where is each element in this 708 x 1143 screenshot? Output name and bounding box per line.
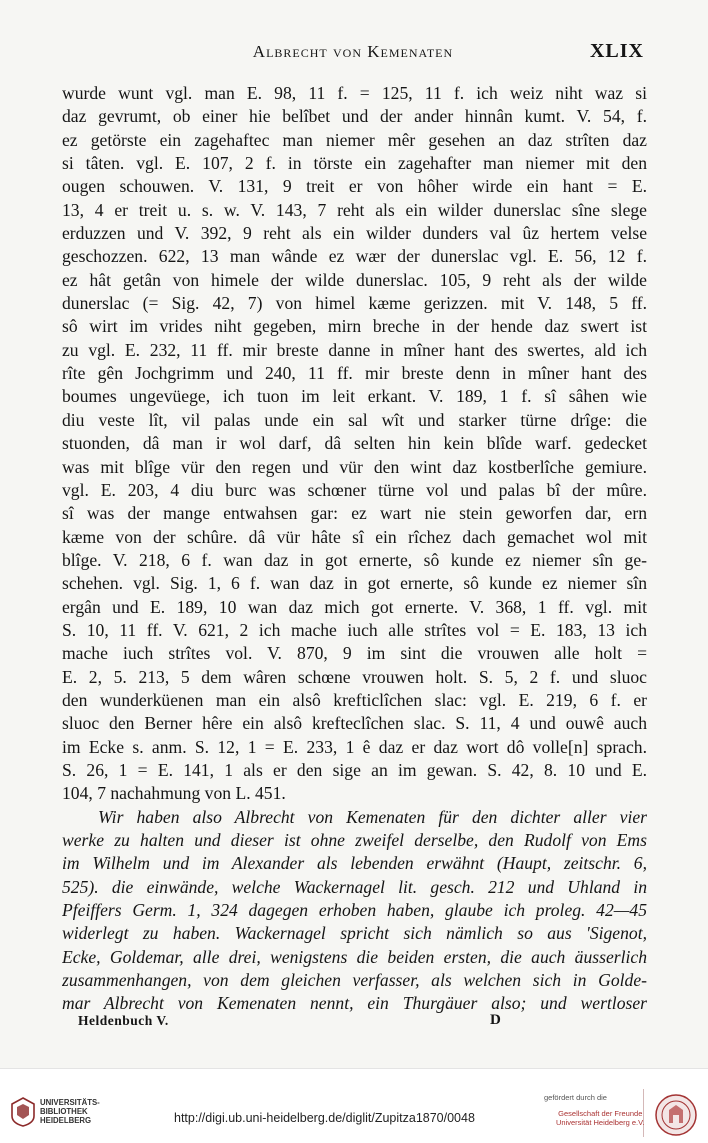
text-line: im Ecke s. anm. S. 12, 1 = E. 233, 1 ê daz er daz wort dô volle[n] sprach. <box>62 736 647 757</box>
text-line: Ecke, Goldemar, alle drei, wenigstens die beiden ersten, die auch äusserlich <box>62 946 647 967</box>
text-line: 13, 4 er treit u. s. w. V. 143, 7 reht als ein wilder dunerslac sîne slege <box>62 199 647 220</box>
text-line: sô wirt im vrides niht gegeben, mirn breche in der hende daz swert ist <box>62 316 647 337</box>
text-line: schehen. vgl. Sig. 1, 6 f. wan daz in got ernerte, sô kunde ez niemer sîn <box>62 573 647 594</box>
page-header <box>62 40 644 64</box>
text-line: ez hât getân von himele der wilde dunerslac. 105, 9 reht als der wilde <box>62 269 647 290</box>
text-line: sî was der mange entwahsen gar: ez wart nie stein geworfen dar, ern <box>62 503 647 524</box>
text-line: Pfeiffers Germ. 1, 324 dagegen erhoben haben, glaube ich proleg. 42—45 <box>62 900 647 921</box>
printer-signature: Heldenbuch V. <box>78 1013 169 1028</box>
text-line: zusammenhangen, von dem gleichen verfasser, als welchen sich in Golde- <box>62 970 647 991</box>
text-line: diu veste lît, vil palas unde ein sal wît und starker türne drîge: die <box>62 409 647 430</box>
text-line: im Wilhelm und im Alexander als lebenden erwähnt (Haupt, zeitschr. 6, <box>62 853 647 874</box>
sponsor-name-line: Universität Heidelberg e.V. <box>556 1118 645 1127</box>
text-line: dunerslac (= Sig. 42, 7) von himel kæme gerizzen. mit V. 148, 5 ff. <box>62 293 647 314</box>
sponsor-name <box>556 1109 645 1127</box>
page-number: XLIX <box>589 40 644 62</box>
text-line: S. 10, 11 ff. V. 621, 2 ich mache iuch alle strîtes vol = E. 183, 13 ich <box>62 619 647 640</box>
text-line: was mit blîge vür den regen und vür den wint daz kostberlîche gemiure. <box>62 456 647 477</box>
text-line: widerlegt zu haben. Wackernagel spricht sich nämlich so aus 'Sigenot, <box>62 923 647 944</box>
library-name-line: HEIDELBERG <box>40 1116 92 1125</box>
sponsor-name-line: Gesellschaft der Freunde <box>558 1109 643 1118</box>
sponsor-note: gefördert durch die <box>544 1093 607 1102</box>
text-line: geschozzen. 622, 13 man wânde ez wær der dunerslac vgl. E. 56, 12 f. <box>62 246 647 267</box>
signature-mark: D <box>490 1012 501 1028</box>
text-line: daz gevrumt, ob einer hie belîbet und der ander hinnân kumt. V. 54, f. <box>62 106 647 127</box>
university-seal-icon <box>654 1093 698 1137</box>
permalink-url[interactable]: http://digi.ub.uni-heidelberg.de/diglit/Zupitza1870/0048 <box>174 1111 475 1125</box>
text-line: boumes ungevüege, ich tuon im leit erkant. V. 189, 1 f. sî sâhen wie <box>62 386 647 407</box>
text-line: ez getörste ein zagehaftec man niemer mêr gesehen an daz strîten daz <box>62 129 647 150</box>
text-line: blîge. V. 218, 6 f. wan daz in got ernerte, sô kunde ez niemer sîn ge- <box>62 549 647 570</box>
library-name-line: UNIVERSITÄTS- <box>40 1098 100 1107</box>
text-line: erduzzen und V. 392, 9 reht als ein wilder dunders val ûz hertem velse <box>62 223 647 244</box>
body-text <box>62 82 647 1016</box>
text-line: ougen schouwen. V. 131, 9 treit er von hôher wirde ein hant = E. <box>62 176 647 197</box>
library-name-line: BIBLIOTHEK <box>40 1107 88 1116</box>
text-line: stuonden, dâ man ir wol darf, dâ selten hin kein blîde warf. gedecket <box>62 433 647 454</box>
text-line: zu vgl. E. 232, 11 ff. mir breste danne in mîner hant des swertes, ald ich <box>62 339 647 360</box>
text-line: ergân und E. 189, 10 wan daz mich got ernerte. V. 368, 1 ff. vgl. mit <box>62 596 647 617</box>
text-line: mache iuch strîtes vol. V. 870, 9 im sint die vrouwen alle holt = <box>62 643 647 664</box>
running-title: Albrecht von Kemenaten <box>252 42 454 61</box>
library-name <box>40 1098 100 1125</box>
text-line: si tâten. vgl. E. 107, 2 f. in törste ein zagehafter man niemer mit den <box>62 153 647 174</box>
text-line: S. 26, 1 = E. 141, 1 als er den sige an im gewan. S. 42, 8. 10 und E. <box>62 759 647 780</box>
digitization-bar <box>0 1068 708 1143</box>
text-line: wurde wunt vgl. man E. 98, 11 f. = 125, 11 f. ich weiz niht waz si <box>62 83 647 103</box>
text-line: Wir haben also Albrecht von Kemenaten für den dichter aller vier <box>98 806 647 827</box>
text-line: werke zu halten und dieser ist ohne zweifel derselbe, den Rudolf von Ems <box>62 830 647 850</box>
text-line: sluoc den Berner hêre ein alsô krefteclîchen slac. S. 11, 4 und ouwê auch <box>62 713 647 734</box>
page-footer <box>78 1013 648 1033</box>
text-line: E. 2, 5. 213, 5 dem wâren schœne vrouwen holt. S. 5, 2 f. und sluoc <box>62 666 647 687</box>
text-line: den wunderküenen man ein alsô krefticlîchen slac: vgl. E. 219, 6 f. er <box>62 689 647 710</box>
text-line: kæme von der schûre. dâ vür hâte sî ein rîchez dach gemachet wol mit <box>62 526 647 547</box>
text-line: vgl. E. 203, 4 diu burc was schœner türne vol und palas bî der mûre. <box>62 479 647 500</box>
text-line: rîte gên Jochgrimm und 240, 11 ff. mir breste denn in mîner hant des <box>62 363 647 384</box>
text-line: mar Albrecht von Kemenaten nennt, ein Thurgäuer also; und wertloser <box>62 993 647 1014</box>
text-line: 104, 7 nachahmung von L. 451. <box>62 783 286 804</box>
library-logo-icon <box>10 1097 36 1127</box>
text-line: 525). die einwände, welche Wackernagel lit. gesch. 212 und Uhland in <box>62 876 647 897</box>
